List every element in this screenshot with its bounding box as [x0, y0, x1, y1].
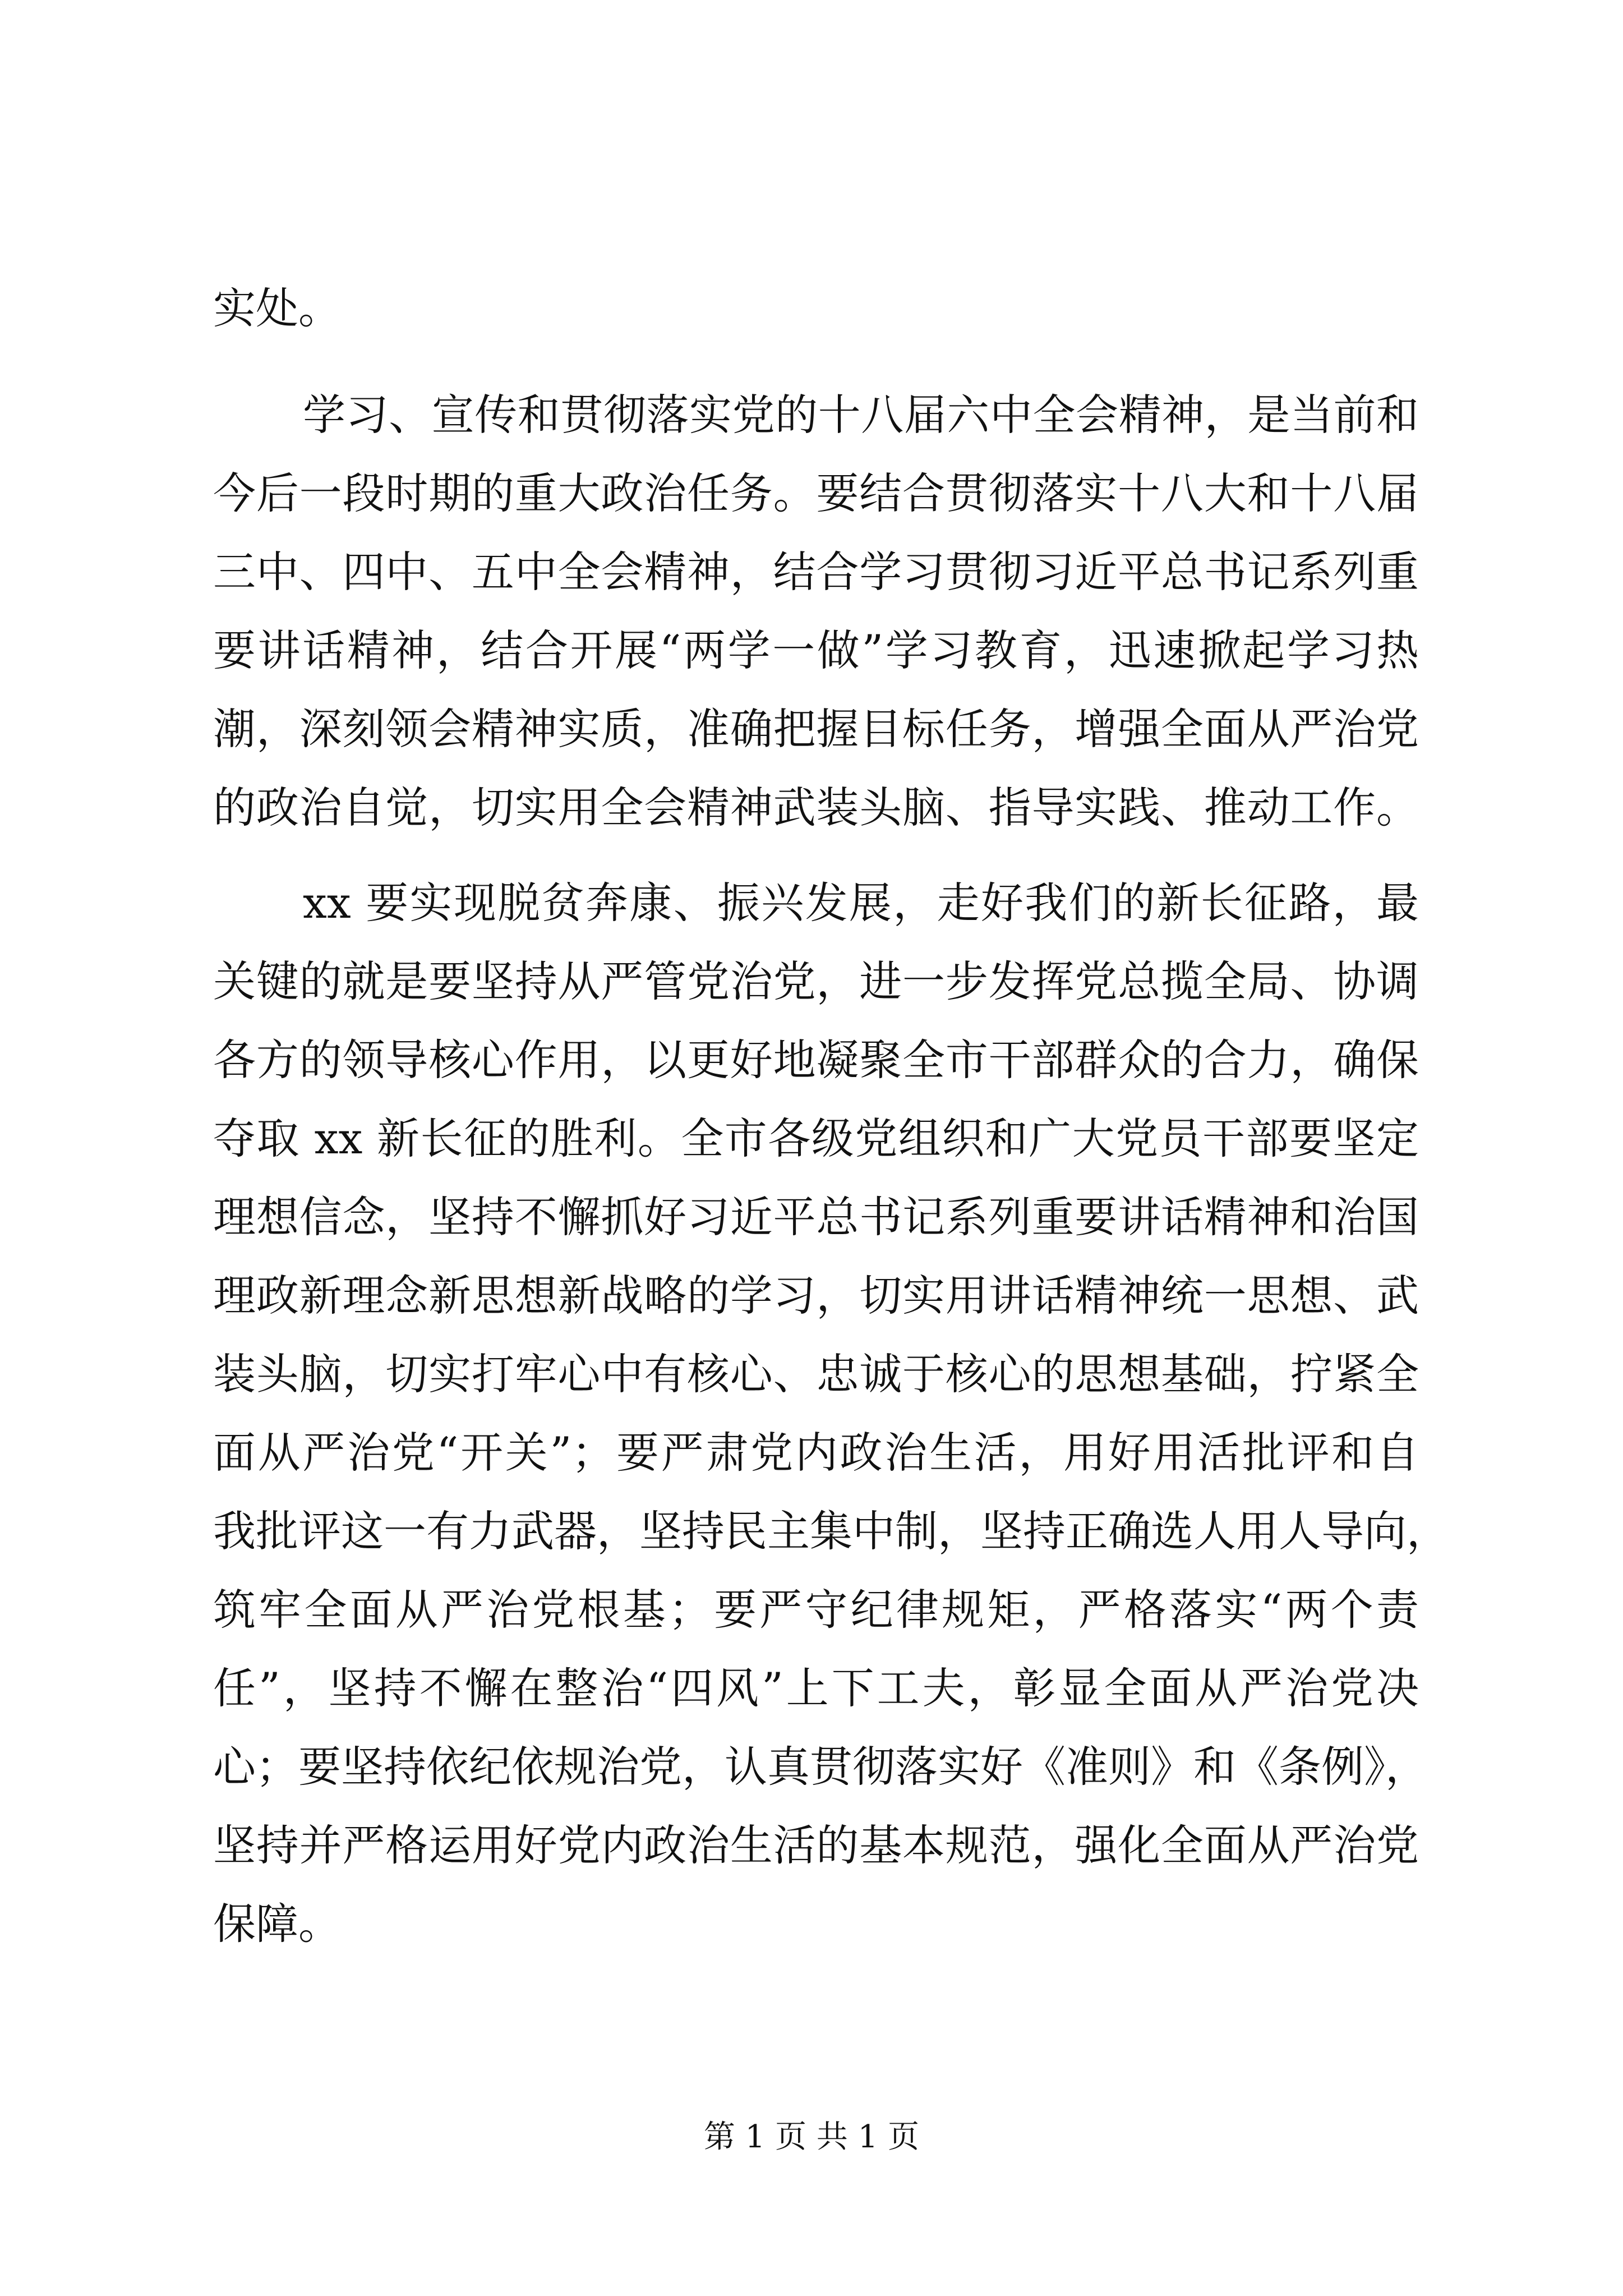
text-line: 三中、四中、五中全会精神，结合学习贯彻习近平总书记系列重 — [213, 547, 1419, 597]
text-line: 保障。 — [213, 1899, 341, 1949]
text-line: 各方的领导核心作用，以更好地凝聚全市干部群众的合力，确保 — [213, 1035, 1419, 1085]
text-line: 装头脑，切实打牢心中有核心、忠诚于核心的思想基础，拧紧全 — [213, 1349, 1419, 1399]
text-line: 理政新理念新思想新战略的学习，切实用讲话精神统一思想、武 — [213, 1271, 1419, 1320]
text-line: 关键的就是要坚持从严管党治党，进一步发挥党总揽全局、协调 — [213, 956, 1419, 1006]
text-line: 要讲话精神，结合开展“两学一做”学习教育，迅速掀起学习热 — [213, 625, 1419, 675]
text-line: 面从严治党“开关”；要严肃党内政治生活，用好用活批评和自 — [213, 1428, 1419, 1478]
text-line: 任”，坚持不懈在整治“四风”上下工夫，彰显全面从严治党决 — [213, 1663, 1419, 1713]
text-line: 理想信念，坚持不懈抓好习近平总书记系列重要讲话精神和治国 — [213, 1192, 1419, 1242]
text-line: 潮，深刻领会精神实质，准确把握目标任务，增强全面从严治党 — [213, 704, 1419, 754]
text-line: 今后一段时期的重大政治任务。要结合贯彻落实十八大和十八届 — [213, 468, 1419, 518]
text-line: 学习、宣传和贯彻落实党的十八届六中全会精神，是当前和 — [303, 390, 1419, 440]
page-footer: 第 1 页 共 1 页 — [703, 2119, 920, 2155]
text-line: 夺取 xx 新长征的胜利。全市各级党组织和广大党员干部要坚定 — [213, 1114, 1419, 1163]
text-line: 坚持并严格运用好党内政治生活的基本规范，强化全面从严治党 — [213, 1820, 1419, 1870]
text-line: 心；要坚持依纪依规治党，认真贯彻落实好《准则》和《条例》， — [213, 1742, 1428, 1792]
text-line: xx 要实现脱贫奔康、振兴发展，走好我们的新长征路，最 — [303, 878, 1419, 928]
text-line: 实处。 — [213, 283, 341, 333]
text-line: 筑牢全面从严治党根基；要严守纪律规矩，严格落实“两个责 — [213, 1585, 1419, 1635]
text-line: 的政治自觉，切实用全会精神武装头脑、指导实践、推动工作。 — [213, 783, 1419, 832]
text-line: 我批评这一有力武器，坚持民主集中制，坚持正确选人用人导向， — [213, 1506, 1449, 1556]
